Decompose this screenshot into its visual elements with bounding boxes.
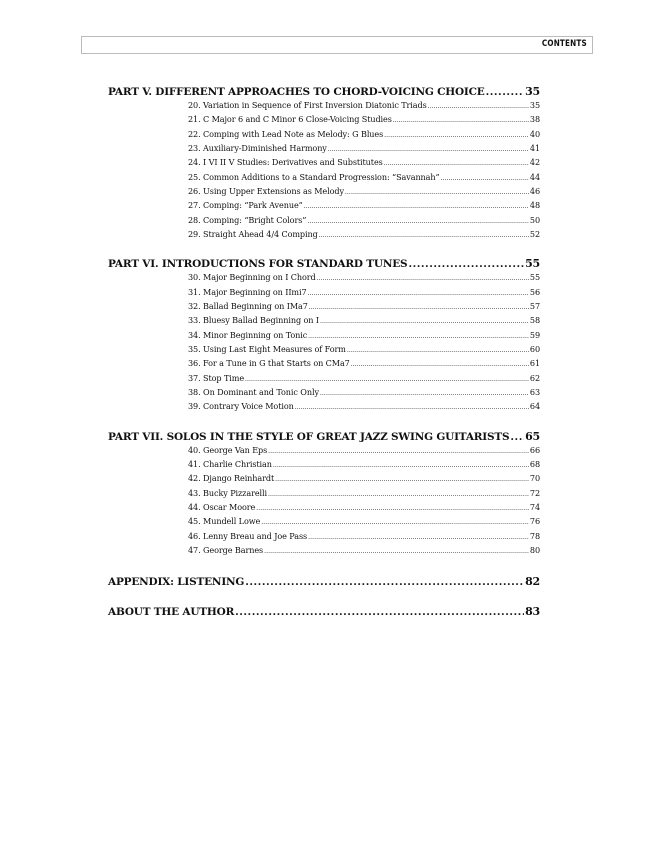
entry-title: 39. Contrary Voice Motion <box>188 401 294 412</box>
entry-page: 42 <box>529 157 540 168</box>
entry-title: 32. Ballad Beginning on IMa7 <box>188 300 308 311</box>
entry-title: 46. Lenny Breau and Joe Pass <box>188 530 308 541</box>
part-heading[interactable] <box>108 257 540 271</box>
toc-entry[interactable] <box>188 445 540 459</box>
entry-title: 31. Major Beginning on IImi7 <box>188 286 307 297</box>
entry-title: 38. On Dominant and Tonic Only <box>188 386 319 397</box>
entry-title: 44. Oscar Moore <box>188 501 256 512</box>
entry-title: 27. Comping: “Park Avenue” <box>188 200 303 211</box>
entry-page: 44 <box>529 171 540 182</box>
entry-title: 24. I VI II V Studies: Derivatives and Substitutes <box>188 157 383 168</box>
dot-leader <box>245 376 529 383</box>
entry-page: 52 <box>529 228 540 239</box>
about-page: 83 <box>525 605 540 619</box>
part-title: PART V. DIFFERENT APPROACHES TO CHORD-VOICING CHOICE <box>108 86 485 98</box>
table-of-contents <box>108 85 540 619</box>
entry-title: 36. For a Tune in G that Starts on CMa7 <box>188 358 350 369</box>
part-items <box>188 100 540 243</box>
entry-title: 21. C Major 6 and C Minor 6 Close-Voicing Studies <box>188 114 392 125</box>
toc-entry[interactable] <box>188 129 540 143</box>
dot-leader <box>345 189 529 196</box>
entry-title: 37. Stop Time <box>188 372 245 383</box>
toc-entry[interactable] <box>188 172 540 186</box>
entry-page: 35 <box>529 100 540 110</box>
dot-leader <box>510 431 524 443</box>
toc-entry[interactable] <box>188 344 540 358</box>
entry-page: 46 <box>529 185 540 196</box>
dot-leader <box>317 275 529 282</box>
toc-entry[interactable] <box>188 488 540 502</box>
entry-title: 42. Django Reinhardt <box>188 473 275 484</box>
dot-leader <box>295 404 529 411</box>
dot-leader <box>275 476 529 483</box>
dot-leader <box>320 318 529 325</box>
entry-page: 48 <box>529 200 540 211</box>
entry-title: 45. Mundell Lowe <box>188 516 261 527</box>
part-items <box>188 272 540 415</box>
dot-leader <box>319 232 529 239</box>
entry-page: 56 <box>529 286 540 297</box>
entry-title: 33. Bluesy Ballad Beginning on I <box>188 315 319 326</box>
dot-leader <box>328 146 529 153</box>
entry-page: 38 <box>529 114 540 125</box>
dot-leader <box>235 606 524 618</box>
appendix-heading[interactable] <box>108 575 540 589</box>
part-items <box>188 445 540 560</box>
entry-page: 40 <box>529 128 540 139</box>
entry-title: 23. Auxiliary-Diminished Harmony <box>188 142 327 153</box>
toc-entry[interactable] <box>188 272 540 286</box>
entry-page: 70 <box>529 473 540 484</box>
dot-leader <box>304 203 529 210</box>
entry-title: 43. Bucky Pizzarelli <box>188 487 268 498</box>
entry-page: 64 <box>529 401 540 412</box>
toc-entry[interactable] <box>188 200 540 214</box>
part-title: PART VI. INTRODUCTIONS FOR STANDARD TUNES <box>108 258 408 271</box>
dot-leader <box>428 103 529 110</box>
dot-leader <box>268 448 529 455</box>
dot-leader <box>441 175 529 182</box>
entry-page: 58 <box>529 315 540 326</box>
toc-entry[interactable] <box>188 330 540 344</box>
entry-page: 50 <box>529 214 540 225</box>
entry-page: 61 <box>529 358 540 369</box>
part-heading[interactable] <box>108 430 540 444</box>
toc-entry[interactable] <box>188 100 540 114</box>
entry-page: 68 <box>529 458 540 469</box>
toc-entry[interactable] <box>188 358 540 372</box>
entry-title: 34. Minor Beginning on Tonic <box>188 329 308 340</box>
dot-leader <box>408 258 524 270</box>
appendix-page: 82 <box>525 575 540 589</box>
toc-entry[interactable] <box>188 215 540 229</box>
entry-title: 47. George Barnes <box>188 544 264 555</box>
entry-title: 22. Comping with Lead Note as Melody: G Blues <box>188 128 384 139</box>
dot-leader <box>308 290 529 297</box>
part-page: 35 <box>525 85 540 98</box>
appendix-title: APPENDIX: LISTENING <box>108 576 245 589</box>
toc-entry[interactable] <box>188 531 540 545</box>
toc-entry[interactable] <box>188 229 540 243</box>
dot-leader <box>393 117 529 124</box>
toc-entry[interactable] <box>188 502 540 516</box>
toc-entry[interactable] <box>188 516 540 530</box>
entry-page: 72 <box>529 487 540 498</box>
dot-leader <box>308 333 529 340</box>
dot-leader <box>309 304 529 311</box>
toc-entry[interactable] <box>188 473 540 487</box>
header-title: CONTENTS <box>542 39 587 49</box>
toc-entry[interactable] <box>188 287 540 301</box>
entry-title: 35. Using Last Eight Measures of Form <box>188 343 346 354</box>
toc-entry[interactable] <box>188 114 540 128</box>
toc-entry[interactable] <box>188 301 540 315</box>
dot-leader <box>320 390 529 397</box>
dot-leader <box>264 548 529 555</box>
toc-entry[interactable] <box>188 545 540 559</box>
dot-leader <box>256 505 529 512</box>
entry-page: 80 <box>529 544 540 555</box>
dot-leader <box>384 160 529 167</box>
entry-title: 28. Comping: “Bright Colors” <box>188 214 307 225</box>
toc-entry[interactable] <box>188 157 540 171</box>
dot-leader <box>268 491 529 498</box>
toc-entry[interactable] <box>188 143 540 157</box>
entry-title: 26. Using Upper Extensions as Melody <box>188 185 344 196</box>
dot-leader <box>486 86 525 98</box>
toc-entry[interactable] <box>188 186 540 200</box>
entry-page: 66 <box>529 444 540 455</box>
part-page: 65 <box>525 429 540 443</box>
toc-entry[interactable] <box>188 459 540 473</box>
entry-page: 59 <box>529 329 540 340</box>
dot-leader <box>351 361 529 368</box>
about-title: ABOUT THE AUTHOR <box>108 606 235 619</box>
entry-page: 60 <box>529 343 540 354</box>
entry-page: 62 <box>529 372 540 383</box>
entry-title: 29. Straight Ahead 4/4 Comping <box>188 228 318 239</box>
entry-page: 57 <box>529 300 540 311</box>
dot-leader <box>308 534 529 541</box>
entry-title: 20. Variation in Sequence of First Inversion Diatonic Triads <box>188 100 427 110</box>
dot-leader <box>384 132 529 139</box>
entry-page: 41 <box>529 142 540 153</box>
entry-page: 78 <box>529 530 540 541</box>
toc-entry[interactable] <box>188 387 540 401</box>
entry-title: 40. George Van Eps <box>188 444 268 455</box>
toc-entry[interactable] <box>188 315 540 329</box>
entry-page: 74 <box>529 501 540 512</box>
dot-leader <box>273 462 529 469</box>
entry-title: 30. Major Beginning on I Chord <box>188 272 316 283</box>
part-title: PART VII. SOLOS IN THE STYLE OF GREAT JAZZ SWING GUITARISTS <box>108 430 510 443</box>
entry-title: 25. Common Additions to a Standard Progression: “Savannah” <box>188 171 440 182</box>
about-heading[interactable] <box>108 605 540 619</box>
dot-leader <box>307 218 529 225</box>
entry-page: 76 <box>529 516 540 527</box>
part-heading[interactable] <box>108 85 540 99</box>
entry-title: 41. Charlie Christian <box>188 458 272 469</box>
running-header <box>81 36 593 54</box>
dot-leader <box>245 576 524 588</box>
dot-leader <box>261 519 529 526</box>
part-page: 55 <box>525 257 540 271</box>
entry-page: 55 <box>529 272 540 283</box>
entry-page: 63 <box>529 386 540 397</box>
toc-entry[interactable] <box>188 373 540 387</box>
toc-entry[interactable] <box>188 401 540 415</box>
dot-leader <box>347 347 529 354</box>
